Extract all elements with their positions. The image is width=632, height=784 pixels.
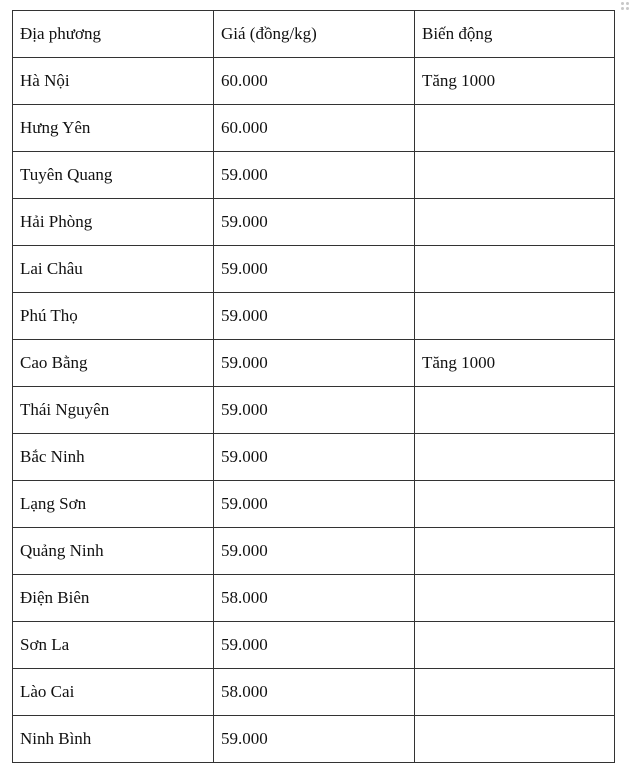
cell-change: Tăng 1000: [415, 58, 615, 105]
cell-change: [415, 575, 615, 622]
cell-price: 60.000: [214, 105, 415, 152]
table-row: [13, 199, 615, 246]
table-row: [13, 293, 615, 340]
table-row: [13, 434, 615, 481]
cell-change: [415, 293, 615, 340]
dot: [621, 2, 624, 5]
table-row: [13, 105, 615, 152]
cell-location: Ninh Bình: [13, 716, 214, 763]
drag-handle-icon[interactable]: [621, 2, 629, 10]
cell-change: [415, 105, 615, 152]
table-row: [13, 575, 615, 622]
table-row: [13, 716, 615, 763]
cell-change: [415, 669, 615, 716]
cell-location: Thái Nguyên: [13, 387, 214, 434]
table-row: [13, 387, 615, 434]
cell-price: 59.000: [214, 528, 415, 575]
cell-price: 59.000: [214, 434, 415, 481]
cell-location: Bắc Ninh: [13, 434, 214, 481]
table-row: [13, 481, 615, 528]
cell-location: Hải Phòng: [13, 199, 214, 246]
cell-price: 59.000: [214, 246, 415, 293]
cell-price: 59.000: [214, 199, 415, 246]
header-location: Địa phương: [13, 11, 214, 58]
cell-change: [415, 152, 615, 199]
cell-change: Tăng 1000: [415, 340, 615, 387]
cell-change: [415, 387, 615, 434]
price-table: [12, 10, 615, 763]
cell-location: Quảng Ninh: [13, 528, 214, 575]
header-price: Giá (đồng/kg): [214, 11, 415, 58]
cell-location: Điện Biên: [13, 575, 214, 622]
cell-price: 59.000: [214, 293, 415, 340]
table-row: [13, 622, 615, 669]
dot: [621, 7, 624, 10]
cell-change: [415, 716, 615, 763]
cell-location: Lai Châu: [13, 246, 214, 293]
cell-price: 59.000: [214, 481, 415, 528]
cell-location: Phú Thọ: [13, 293, 214, 340]
cell-location: Lạng Sơn: [13, 481, 214, 528]
cell-price: 59.000: [214, 716, 415, 763]
cell-location: Lào Cai: [13, 669, 214, 716]
cell-price: 59.000: [214, 152, 415, 199]
table-row: [13, 58, 615, 105]
price-table-container: [12, 10, 614, 763]
cell-location: Cao Bằng: [13, 340, 214, 387]
cell-location: Hưng Yên: [13, 105, 214, 152]
cell-location: Tuyên Quang: [13, 152, 214, 199]
table-row: [13, 669, 615, 716]
cell-change: [415, 622, 615, 669]
dot: [626, 2, 629, 5]
cell-change: [415, 434, 615, 481]
cell-change: [415, 481, 615, 528]
table-row: [13, 246, 615, 293]
table-row: [13, 528, 615, 575]
cell-change: [415, 246, 615, 293]
header-change: Biến động: [415, 11, 615, 58]
cell-price: 60.000: [214, 58, 415, 105]
cell-location: Hà Nội: [13, 58, 214, 105]
cell-price: 59.000: [214, 622, 415, 669]
cell-change: [415, 528, 615, 575]
cell-location: Sơn La: [13, 622, 214, 669]
cell-price: 58.000: [214, 669, 415, 716]
cell-price: 59.000: [214, 340, 415, 387]
cell-price: 59.000: [214, 387, 415, 434]
cell-change: [415, 199, 615, 246]
dot: [626, 7, 629, 10]
cell-price: 58.000: [214, 575, 415, 622]
table-row: [13, 340, 615, 387]
table-header-row: [13, 11, 615, 58]
table-row: [13, 152, 615, 199]
